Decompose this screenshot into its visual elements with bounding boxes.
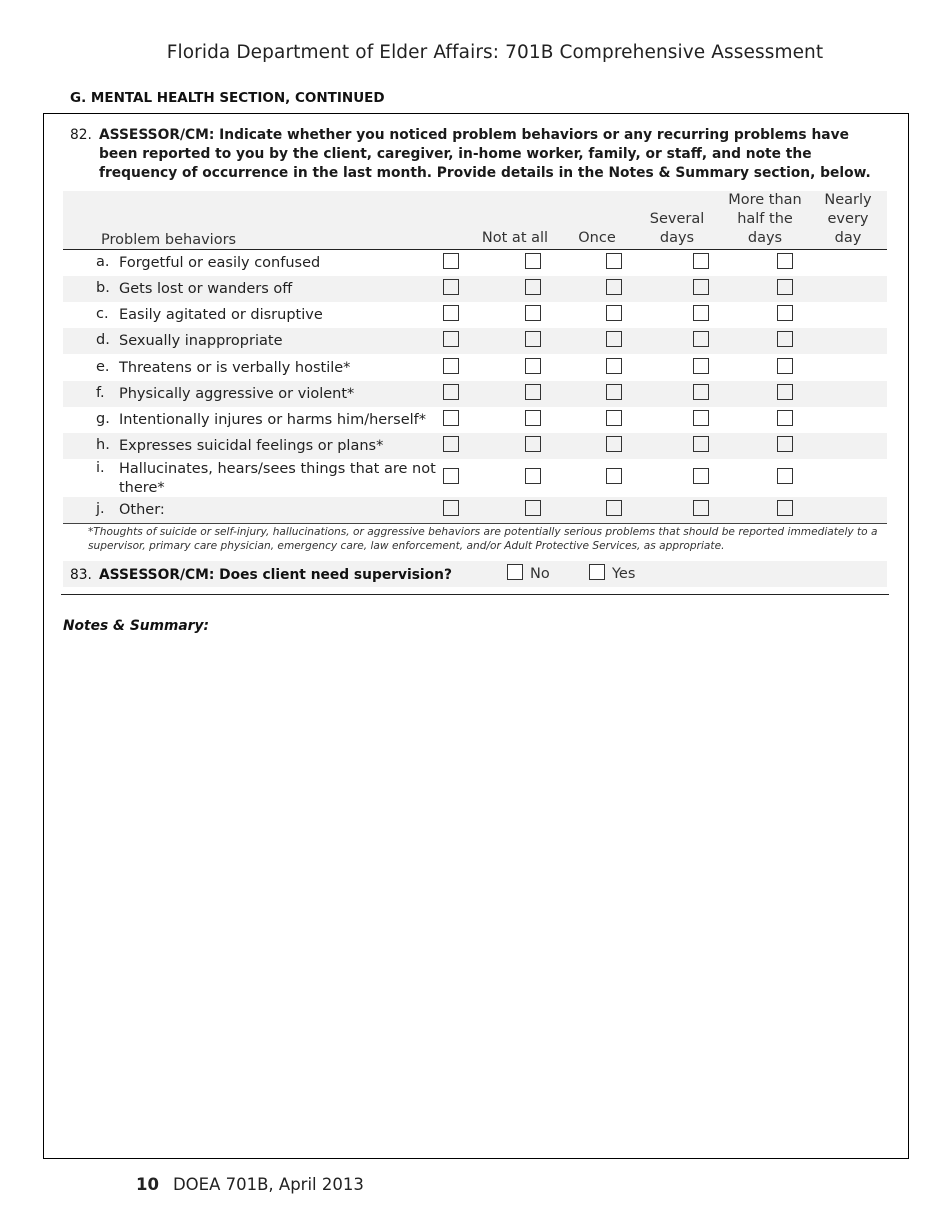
behavior-row-text: Easily agitated or disruptive — [119, 307, 323, 323]
page-number: 10 — [136, 1175, 159, 1194]
behavior-row — [63, 459, 887, 497]
checkbox-more-than-half[interactable] — [693, 500, 709, 516]
behavior-row-letter: e. — [96, 359, 110, 375]
checkbox-once[interactable] — [525, 253, 541, 269]
checkbox-several-days[interactable] — [606, 410, 622, 426]
behavior-row-text: Threatens or is verbally hostile* — [119, 360, 351, 376]
checkbox-not-at-all[interactable] — [443, 410, 459, 426]
checkbox-more-than-half[interactable] — [693, 331, 709, 347]
checkbox-nearly-every-day[interactable] — [777, 384, 793, 400]
checkbox-once[interactable] — [525, 358, 541, 374]
behavior-row — [63, 355, 887, 381]
behavior-row-letter: j. — [96, 501, 105, 517]
checkbox-once[interactable] — [525, 331, 541, 347]
checkbox-not-at-all[interactable] — [443, 253, 459, 269]
page-footer — [136, 1175, 364, 1194]
behavior-row — [63, 433, 887, 459]
checkbox-once[interactable] — [525, 500, 541, 516]
behavior-row-text: Hallucinates, hears/sees things that are not there* — [119, 461, 436, 496]
col-nearly-every-day: Nearly every day — [824, 192, 872, 246]
behavior-row-text: Intentionally injures or harms him/herself* — [119, 412, 427, 428]
footnote-divider — [63, 523, 887, 524]
checkbox-several-days[interactable] — [606, 331, 622, 347]
behavior-row — [63, 497, 887, 523]
problem-behaviors-header: Problem behaviors — [101, 232, 237, 248]
question-83-text: ASSESSOR/CM: Does client need supervision? — [99, 567, 452, 583]
checkbox-nearly-every-day[interactable] — [777, 436, 793, 452]
question-82-text: ASSESSOR/CM: Indicate whether you noticed problem behaviors or any recurring problems have been reported to you by the client, caregiver, in-home worker, family, or staff, and note the frequency of occurrence in the last month. Provide details in the Notes & Summary section, below. — [99, 127, 871, 181]
behavior-row-letter: i. — [96, 460, 105, 476]
checkbox-more-than-half[interactable] — [693, 279, 709, 295]
checkbox-more-than-half[interactable] — [693, 410, 709, 426]
checkbox-several-days[interactable] — [606, 305, 622, 321]
behavior-row — [63, 407, 887, 433]
checkbox-not-at-all[interactable] — [443, 468, 459, 484]
behavior-row-text: Forgetful or easily confused — [119, 255, 321, 271]
behavior-row-letter: b. — [96, 280, 110, 296]
question-83-number: 83. — [70, 567, 92, 583]
behavior-row-text: Physically aggressive or violent* — [119, 386, 355, 402]
supervision-no-label: No — [530, 566, 550, 582]
behavior-row-letter: a. — [96, 254, 110, 270]
notes-summary-area[interactable] — [63, 642, 887, 1142]
notes-summary-label: Notes & Summary: — [63, 618, 209, 634]
checkbox-more-than-half[interactable] — [693, 358, 709, 374]
checkbox-once[interactable] — [525, 436, 541, 452]
supervision-no-checkbox[interactable] — [507, 564, 523, 580]
behavior-row-letter: c. — [96, 306, 109, 322]
checkbox-once[interactable] — [525, 279, 541, 295]
checkbox-several-days[interactable] — [606, 500, 622, 516]
checkbox-more-than-half[interactable] — [693, 468, 709, 484]
behavior-row — [63, 250, 887, 276]
checkbox-once[interactable] — [525, 305, 541, 321]
checkbox-not-at-all[interactable] — [443, 500, 459, 516]
section-divider — [61, 594, 889, 595]
col-more-than-half: More than half the days — [728, 192, 802, 246]
behavior-row-letter: h. — [96, 437, 110, 453]
checkbox-not-at-all[interactable] — [443, 331, 459, 347]
checkbox-nearly-every-day[interactable] — [777, 279, 793, 295]
behavior-row-letter: d. — [96, 332, 110, 348]
checkbox-not-at-all[interactable] — [443, 305, 459, 321]
checkbox-nearly-every-day[interactable] — [777, 410, 793, 426]
behavior-row — [63, 328, 887, 354]
section-title: G. MENTAL HEALTH SECTION, CONTINUED — [70, 90, 385, 106]
checkbox-more-than-half[interactable] — [693, 384, 709, 400]
footer-form-id: DOEA 701B, April 2013 — [172, 1175, 364, 1194]
checkbox-not-at-all[interactable] — [443, 279, 459, 295]
supervision-yes-checkbox[interactable] — [589, 564, 605, 580]
checkbox-several-days[interactable] — [606, 358, 622, 374]
checkbox-several-days[interactable] — [606, 253, 622, 269]
checkbox-several-days[interactable] — [606, 279, 622, 295]
col-several-days: Several days — [649, 211, 705, 246]
footnote: *Thoughts of suicide or self-injury, hallucinations, or aggressive behaviors are potentially serious problems that should be reported immediately to a supervisor, primary care physician, emergency care, law enforcement, and/or Adult Protective Services, as appropriate. — [88, 526, 878, 552]
behavior-row-letter: f. — [96, 385, 105, 401]
checkbox-more-than-half[interactable] — [693, 305, 709, 321]
checkbox-nearly-every-day[interactable] — [777, 305, 793, 321]
checkbox-several-days[interactable] — [606, 436, 622, 452]
behavior-row-text: Expresses suicidal feelings or plans* — [119, 438, 384, 454]
checkbox-not-at-all[interactable] — [443, 436, 459, 452]
supervision-yes-label: Yes — [612, 566, 636, 582]
checkbox-more-than-half[interactable] — [693, 436, 709, 452]
checkbox-nearly-every-day[interactable] — [777, 500, 793, 516]
checkbox-not-at-all[interactable] — [443, 384, 459, 400]
checkbox-nearly-every-day[interactable] — [777, 358, 793, 374]
page-header-title: Florida Department of Elder Affairs: 701B Comprehensive Assessment — [166, 42, 824, 63]
checkbox-once[interactable] — [525, 468, 541, 484]
col-once: Once — [578, 230, 616, 246]
behavior-row-text: Sexually inappropriate — [119, 333, 283, 349]
frequency-grid-header — [63, 191, 887, 250]
checkbox-not-at-all[interactable] — [443, 358, 459, 374]
behavior-row-text: Other: — [119, 502, 165, 518]
behavior-row-letter: g. — [96, 411, 110, 427]
col-not-at-all: Not at all — [481, 230, 549, 246]
behavior-row-text: Gets lost or wanders off — [119, 281, 293, 297]
checkbox-several-days[interactable] — [606, 384, 622, 400]
checkbox-nearly-every-day[interactable] — [777, 253, 793, 269]
behavior-row — [63, 302, 887, 328]
checkbox-more-than-half[interactable] — [693, 253, 709, 269]
behavior-row — [63, 276, 887, 302]
behavior-row — [63, 381, 887, 407]
checkbox-once[interactable] — [525, 410, 541, 426]
question-82-number: 82. — [70, 127, 92, 143]
checkbox-nearly-every-day[interactable] — [777, 468, 793, 484]
checkbox-nearly-every-day[interactable] — [777, 331, 793, 347]
checkbox-several-days[interactable] — [606, 468, 622, 484]
checkbox-once[interactable] — [525, 384, 541, 400]
